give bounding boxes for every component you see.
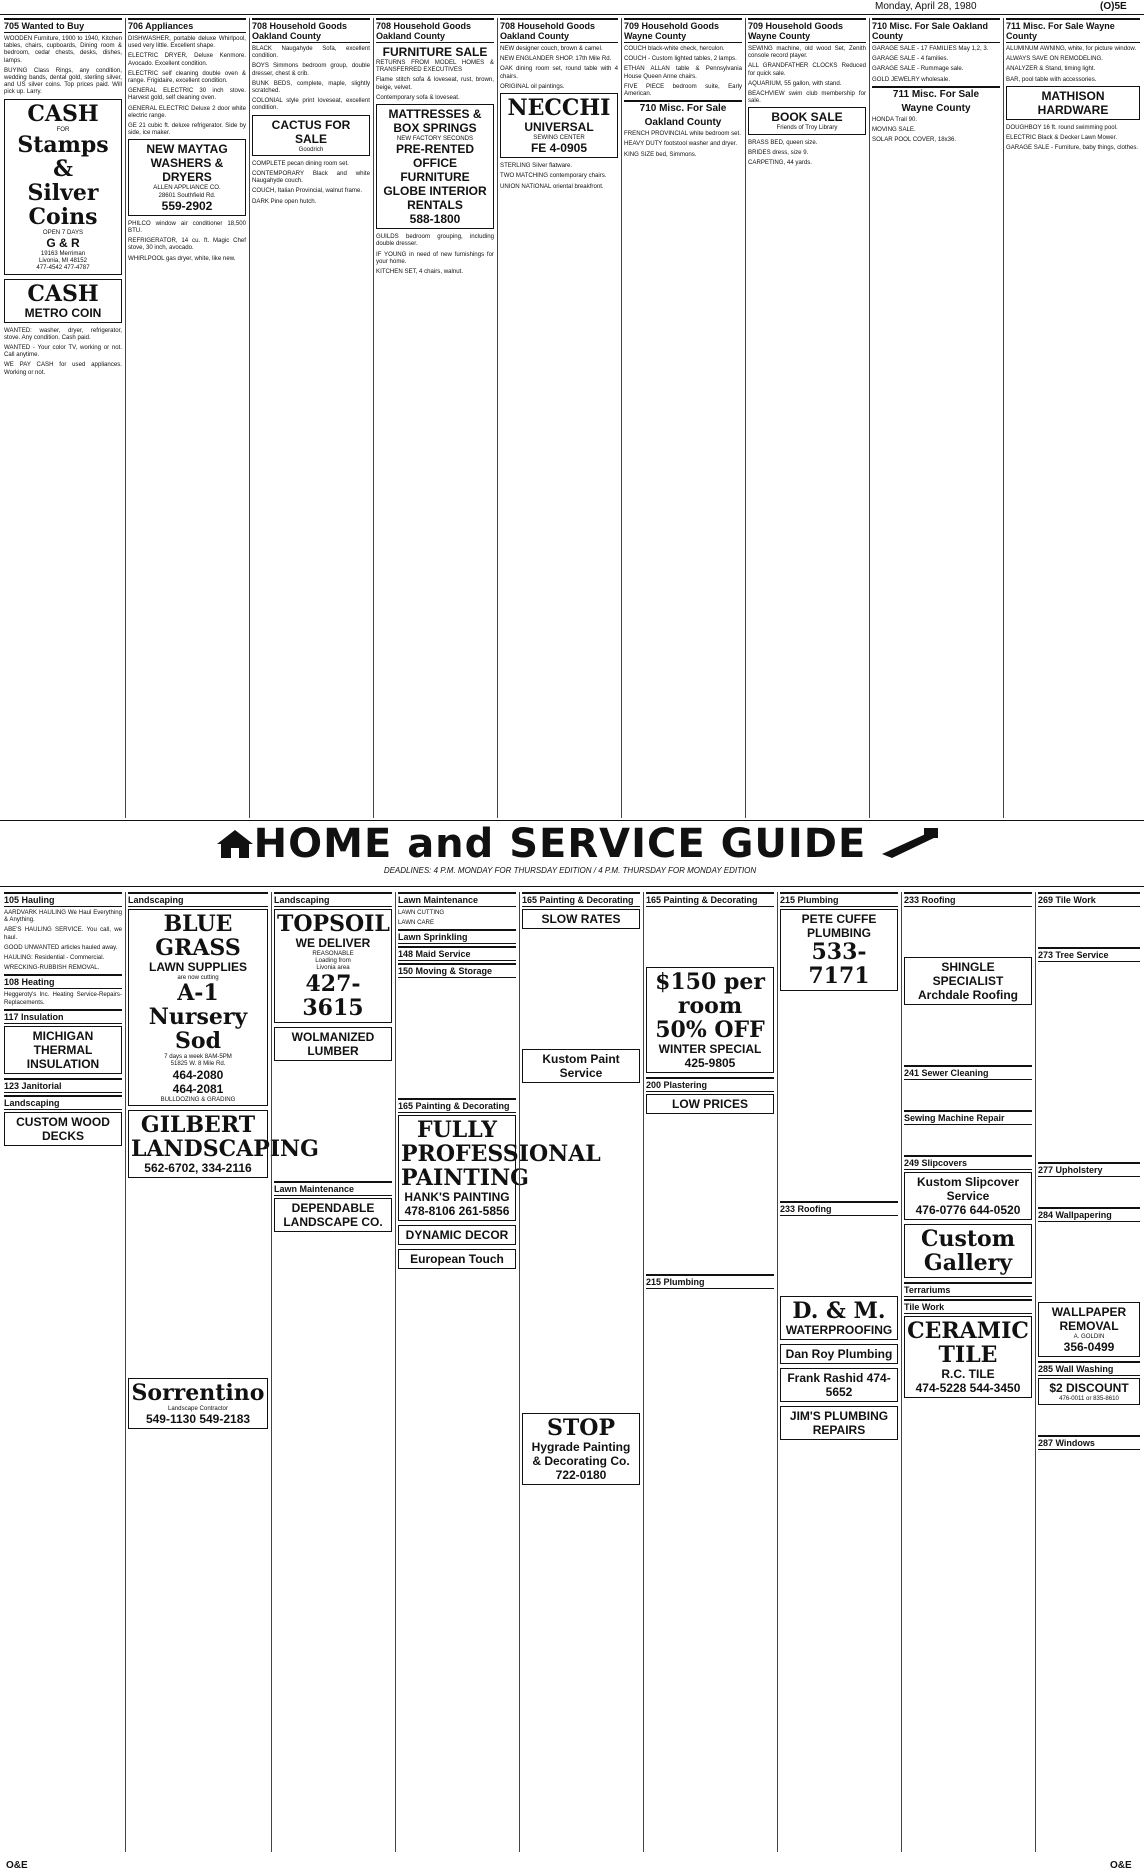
display-ad [780, 1344, 898, 1364]
ad-text: A. GOLDIN [1073, 1333, 1105, 1340]
section-heading: 277 Upholstery [1038, 1162, 1140, 1177]
ad-headline: Stamps & [17, 131, 109, 182]
ad-headline: WOLMANIZED LUMBER [291, 1029, 375, 1058]
display-ad [1006, 86, 1140, 120]
ad-headline: Kustom Slipcover [916, 1175, 1020, 1189]
ad-headline: A-1 [177, 980, 219, 1007]
ad-headline: PRE-RENTED OFFICE FURNITURE [395, 142, 474, 185]
ad-headline: Hygrade Painting [531, 1440, 631, 1454]
ad-headline: SLOW RATES [541, 912, 621, 926]
display-ad [500, 93, 618, 158]
classified-ad: REFRIGERATOR, 14 cu. ft. Magic Chef stove, 30 inch, avocado. [128, 237, 246, 252]
ad-text: Goodrich [298, 145, 324, 153]
footer-left: O&E [6, 1860, 28, 1871]
ad-headline: NECCHI [507, 95, 611, 122]
classified-ad: COUCH, Italian Provincial, walnut frame. [252, 187, 363, 195]
section-heading: 117 Insulation [4, 1009, 122, 1024]
header-rule [0, 14, 1144, 15]
classified-ad: Heggeroty's Inc. Heating Service-Repairs-Replacements. [4, 991, 122, 1006]
ad-headline: CERAMIC [907, 1318, 1029, 1344]
section-heading: 708 Household Goods Oakland County [252, 18, 370, 43]
classified-ad: LAWN CUTTING [398, 909, 445, 916]
display-ad [274, 1027, 392, 1061]
classified-ad: GENERAL ELECTRIC 30 inch stove. Harvest gold, self cleaning oven. [128, 87, 246, 102]
footer-right: O&E [1110, 1860, 1132, 1871]
ad-headline: GILBERT [140, 1111, 256, 1138]
classified-ad: GOLD JEWELRY wholesale. [872, 75, 951, 83]
section-heading: 148 Maid Service [398, 946, 516, 961]
classified-ad: KITCHEN SET, 4 chairs, walnut. [376, 268, 464, 276]
classified-ad: BUYING Class Rings, any condition, wedding bands, dental gold, sterling silver, and US silver coins. Top prices paid. Will pick up. Larry. [4, 66, 122, 96]
section-heading: 215 Plumbing [646, 1274, 774, 1289]
classified-ad: DISHWASHER, portable deluxe Whirlpool, used very little. Excellent shape. [128, 35, 246, 50]
column-rule [519, 892, 520, 1852]
column-roofing [904, 892, 1032, 1852]
column-tile-tree-wallpaper [1038, 892, 1140, 1852]
classified-ad: GARAGE SALE - 17 FAMILIES May 1,2, 3. [872, 45, 989, 52]
classified-ad: Contemporary sofa & loveseat. [376, 93, 460, 101]
ad-headline: SHINGLE SPECIALIST [932, 960, 1004, 988]
classified-ad: CARPETING, 44 yards. [748, 159, 813, 167]
ad-headline: CASH [27, 100, 99, 127]
classified-ad: COUCH - Custom lighted tables, 2 lamps. [624, 55, 737, 63]
display-ad [904, 1316, 1032, 1398]
section-heading: 108 Heating [4, 974, 122, 989]
column-rule [125, 892, 126, 1852]
ad-phone: 464-2080 [172, 1067, 224, 1082]
classified-ad: ELECTRIC DRYER, Deluxe Kenmore. Avocado. Excellent condition. [128, 52, 246, 67]
ad-text: FOR [56, 125, 70, 133]
classified-ad: WRECKING-RUBBISH REMOVAL. [4, 964, 100, 972]
section-heading: Tile Work [904, 1299, 1032, 1314]
display-ad [522, 1413, 640, 1485]
column-rule [125, 18, 126, 818]
classified-ad: KING SIZE bed, Simmons. [624, 150, 697, 158]
section-heading: 150 Moving & Storage [398, 963, 516, 978]
column-rule [497, 18, 498, 818]
classified-ad: AARDVARK HAULING We Haul Everything & Anything. [4, 909, 122, 924]
ad-phone: 427-3615 [302, 970, 364, 1021]
ad-phone: 588-1800 [409, 212, 461, 227]
classified-ad: BUNK BEDS, complete, maple, slightly scratched. [252, 79, 370, 95]
home-service-guide-banner [0, 822, 1144, 882]
column-rule [1003, 18, 1004, 818]
display-ad [904, 1172, 1032, 1220]
ad-headline: 50% OFF [655, 1017, 765, 1043]
ad-text: NEW FACTORY SECONDS [396, 135, 474, 143]
ad-phone: 478-8106 261-5856 [404, 1204, 510, 1219]
ad-headline: GLOBE INTERIOR RENTALS [383, 184, 487, 213]
section-heading: 709 Household Goods Wayne County [748, 18, 866, 43]
column-misc-oakland [872, 18, 1000, 818]
ad-headline: WALLPAPER [1051, 1305, 1127, 1319]
edition-label: (O)5E [1100, 1, 1127, 12]
ad-phone: FE 4-0905 [530, 141, 588, 156]
classified-ad: TWO MATCHING contemporary chairs. [500, 172, 607, 180]
display-ad [748, 107, 866, 134]
ad-headline: $150 per room [655, 969, 765, 1019]
display-ad [274, 909, 392, 1023]
display-ad [1038, 1378, 1140, 1405]
ad-text: ALLEN APPLIANCE CO. [153, 184, 221, 192]
section-heading: 165 Painting & Decorating [522, 892, 640, 907]
ad-headline: R.C. TILE [941, 1367, 995, 1381]
deadlines-text: DEADLINES: 4 P.M. MONDAY FOR THURSDAY EDITION / 4 P.M. THURSDAY FOR MONDAY EDITION [383, 866, 757, 875]
classified-ad: NEW designer couch, brown & camel. [500, 45, 603, 52]
ad-headline: MATHISON HARDWARE [1037, 88, 1109, 117]
ad-text: 477-4542 477-4787 [36, 264, 90, 272]
ad-headline: STOP [547, 1415, 615, 1441]
classified-ad: STERLING Silver flatware. [500, 162, 573, 170]
ad-phone: 533-7171 [808, 939, 870, 989]
section-heading: Lawn Maintenance [398, 892, 516, 907]
classified-ad: BRASS BED, queen size. [748, 138, 818, 146]
column-rule [271, 892, 272, 1852]
ad-headline: $2 DISCOUNT [1049, 1381, 1129, 1396]
classified-ad: DARK Pine open hutch. [252, 197, 317, 205]
classified-ad: ELECTRIC self cleaning double oven & range. Frigidaire, excellent condition. [128, 69, 246, 85]
column-rule [1035, 892, 1036, 1852]
ad-headline: PAINTING [401, 1165, 529, 1192]
ad-text: are now cutting [177, 974, 219, 981]
column-appliances [128, 18, 246, 818]
section-heading: 233 Roofing [904, 892, 1032, 907]
ad-headline: LOW PRICES [671, 1097, 748, 1111]
ad-headline: WE DELIVER [295, 936, 371, 950]
ad-headline: & Decorating Co. [532, 1454, 630, 1468]
column-rule [869, 18, 870, 818]
ad-text: G & R [46, 236, 80, 251]
ad-text: 51825 W. 8 Mile Rd. [170, 1060, 226, 1068]
section-heading: 709 Household Goods Wayne County [624, 18, 742, 43]
classified-ad: WANTED: washer, dryer, refrigerator, stove. Any condition. Cash paid. [4, 326, 122, 341]
section-subheading: Oakland County [644, 117, 722, 129]
column-household-oakland-2 [376, 18, 494, 818]
section-heading: 233 Roofing [780, 1201, 898, 1216]
ad-text: OPEN 7 DAYS [42, 228, 84, 236]
column-painting-2 [646, 892, 774, 1852]
ad-text: SEWING CENTER [533, 134, 585, 142]
ad-headline: TOPSOIL [277, 911, 390, 937]
classified-ad: RETURNS FROM MODEL HOMES & TRANSFERRED EXECUTIVES [376, 59, 494, 74]
section-heading: 241 Sewer Cleaning [904, 1065, 1032, 1080]
page-header [0, 0, 1144, 14]
banner-title: HOME and SERVICE GUIDE [253, 821, 867, 867]
ad-headline: WINTER SPECIAL [658, 1042, 762, 1056]
ad-headline: JIM'S PLUMBING REPAIRS [789, 1409, 889, 1437]
section-heading: Sewing Machine Repair [904, 1110, 1032, 1125]
classified-ad: GUILDS bedroom grouping, including double dresser. [376, 233, 494, 248]
classified-ad: COLONIAL style print loveseat, excellent condition. [252, 97, 370, 112]
display-ad [398, 1225, 516, 1245]
ad-phone: 562-6702, 334-2116 [144, 1160, 252, 1175]
ad-headline: LAWN SUPPLIES [148, 960, 247, 974]
ad-phone: 559-2902 [161, 198, 213, 213]
ad-headline: Kustom Paint Service [542, 1052, 620, 1080]
column-household-oakland-3 [500, 18, 618, 818]
column-household-oakland-1 [252, 18, 370, 818]
display-ad [646, 1094, 774, 1114]
display-ad [398, 1115, 601, 1221]
column-rule [901, 892, 902, 1852]
section-heading: 165 Painting & Decorating [646, 892, 774, 907]
classified-ad: HONDA Trail 90. [872, 115, 918, 123]
section-heading: 711 Misc. For Sale Wayne County [1006, 18, 1140, 43]
section-heading: Landscaping [274, 892, 392, 907]
section-heading: 249 Slipcovers [904, 1155, 1032, 1170]
display-ad [274, 1198, 392, 1232]
ad-text: Friends of Troy Library [776, 124, 838, 132]
ad-phone: 722-0180 [555, 1468, 607, 1482]
ad-phone: 356-0499 [1063, 1340, 1115, 1355]
column-wanted-to-buy [4, 18, 122, 818]
classified-ad: GARAGE SALE - Furniture, baby things, clothes. [1006, 144, 1139, 152]
classified-ad: WOODEN Furniture, 1900 to 1940, Kitchen tables, chairs, cupboards, Dining room & bedroom, cedar chests, desks, dishes, lamps. [4, 35, 122, 64]
classified-ad: BLACK Naugahyde Sofa, excellent condition. [252, 45, 370, 60]
section-heading: 708 Household Goods Oakland County [500, 18, 618, 43]
ad-headline: Dan Roy Plumbing [785, 1347, 893, 1361]
classified-ad: AQUARIUM, 55 gallon, with stand. [748, 79, 842, 87]
page-date: Monday, April 28, 1980 [875, 1, 977, 12]
ad-text: 19163 Merriman [40, 250, 86, 258]
column-rule [621, 18, 622, 818]
column-landscaping-2 [274, 892, 392, 1852]
section-heading: 708 Household Goods Oakland County [376, 18, 494, 43]
ad-headline: BOOK SALE [771, 110, 843, 125]
ad-phone: 474-5228 544-3450 [915, 1381, 1021, 1395]
column-rule [249, 18, 250, 818]
ad-headline: FULLY [416, 1117, 498, 1144]
column-misc-wayne [1006, 18, 1140, 818]
classified-ad: BEACHVIEW swim club membership for sale. [748, 90, 866, 105]
column-rule [643, 892, 644, 1852]
ad-headline: UNIVERSAL [524, 120, 594, 135]
classified-ad: CONTEMPORARY Black and white Naugahyde couch. [252, 170, 370, 185]
section-heading: Lawn Maintenance [274, 1181, 392, 1196]
ad-headline: Archdale Roofing [917, 988, 1018, 1002]
ad-headline: WATERPROOFING [785, 1323, 893, 1337]
display-ad [780, 1406, 898, 1440]
classified-ad: ALUMINUM AWNING, white, for picture window. [1006, 45, 1137, 52]
display-ad [780, 1368, 898, 1402]
classified-ad: ORIGINAL oil paintings. [500, 82, 565, 90]
classified-ad: IF YOUNG in need of new furnishings for your home. [376, 250, 494, 265]
classified-ad: BAR, pool table with accessories. [1006, 75, 1097, 83]
ad-headline: DYNAMIC DECOR [405, 1228, 509, 1243]
classified-ad: GARAGE SALE - 4 families. [872, 55, 949, 63]
section-heading: 200 Plastering [646, 1077, 774, 1092]
ad-headline: BLUE GRASS [155, 911, 241, 961]
classified-ad: OAK dining room set, round table with 4 chairs. [500, 65, 618, 80]
classified-ad: SOLAR POOL COVER, 18x36. [872, 136, 957, 144]
ad-text: 28601 Southfield Rd. [158, 191, 216, 199]
classified-ad: WANTED - Your color TV, working or not. Call anytime. [4, 344, 122, 359]
ad-text: Livonia area [316, 964, 350, 972]
classified-ad: GOOD UNWANTED articles hauled away. [4, 943, 118, 951]
section-heading: 105 Hauling [4, 892, 122, 907]
classified-ad: ABE'S HAULING SERVICE. You call, we haul. [4, 926, 122, 941]
ad-phone: 464-2081 [172, 1081, 224, 1096]
display-ad [252, 115, 370, 156]
ad-headline: DEPENDABLE LANDSCAPE CO. [283, 1200, 383, 1229]
ad-headline: European Touch [410, 1252, 504, 1267]
display-ad [4, 1026, 122, 1074]
column-rule [777, 892, 778, 1852]
ad-headline: PROFESSIONAL [401, 1141, 601, 1168]
ad-headline: PETE CUFFE [801, 912, 877, 926]
ad-text: 7 days a week 8AM-5PM [164, 1053, 232, 1061]
section-heading: 215 Plumbing [780, 892, 898, 907]
display-ad [904, 957, 1032, 1005]
display-ad [128, 909, 268, 1106]
ad-phone: 476-0011 or 835-8610 [1059, 1395, 1119, 1403]
classified-ad: WE PAY CASH for used appliances. Working or not. [4, 361, 122, 376]
section-heading: 285 Wall Washing [1038, 1361, 1140, 1376]
column-rule [395, 892, 396, 1852]
classified-ad: SEWING machine, old wood Set, Zenith console record player. [748, 45, 866, 60]
section-heading: 705 Wanted to Buy [4, 18, 122, 33]
classified-ad: ANALYZER & Stand, timing light. [1006, 65, 1096, 73]
classified-ad: HAULING: Residential - Commercial. [4, 954, 105, 962]
ad-headline: PLUMBING [807, 926, 871, 940]
classified-ad: ETHAN ALLAN table & Pennsylvania House Queen Anne chairs. [624, 65, 742, 80]
classified-ad: COMPLETE pecan dining room set. [252, 159, 349, 167]
ad-text: Landscape Contractor [168, 1404, 228, 1412]
section-heading: 287 Windows [1038, 1435, 1140, 1450]
ad-phone: 425-9805 [684, 1056, 736, 1070]
column-hauling [4, 892, 122, 1852]
classified-ad: FRENCH PROVINCIAL white bedroom set. [624, 130, 741, 138]
classified-ad: GENERAL ELECTRIC Deluxe 2 door white electric range. [128, 104, 246, 119]
classified-ad: COUCH black-white check, herculon. [624, 45, 725, 52]
section-heading: 165 Painting & Decorating [398, 1098, 516, 1113]
ad-headline: MICHIGAN THERMAL INSULATION [26, 1028, 100, 1071]
ad-text: BULLDOZING & GRADING [160, 1095, 236, 1103]
ad-headline: Sorrentino [131, 1379, 265, 1406]
display-ad [522, 1049, 640, 1083]
classified-ad: PHILCO window air conditioner 18,500 BTU. [128, 219, 246, 235]
classified-ad: NEW ENGLANDER SHOP. 17th Mile Rd. [500, 55, 612, 63]
ad-headline: CACTUS FOR SALE [271, 117, 351, 146]
classified-ad: HEAVY DUTY footstool washer and dryer. [624, 140, 738, 148]
ad-headline: REMOVAL [1059, 1319, 1119, 1333]
classified-ad: LAWN CARE [398, 919, 435, 927]
ad-headline: Service [946, 1189, 990, 1203]
section-heading: 284 Wallpapering [1038, 1207, 1140, 1222]
ad-phone: 476-0776 644-0520 [915, 1203, 1021, 1217]
section-heading: Terrariums [904, 1282, 1032, 1297]
section-heading: Lawn Sprinkling [398, 929, 516, 944]
display-ad [646, 967, 774, 1073]
column-household-wayne-2 [748, 18, 866, 818]
ad-headline: LANDSCAPING [131, 1135, 319, 1162]
section-heading: 710 Misc. For Sale [624, 100, 742, 114]
ad-headline: Nursery Sod [148, 1004, 248, 1055]
ad-text: Livonia, MI 48152 [38, 257, 88, 265]
classified-ad: ALWAYS SAVE ON REMODELING. [1006, 55, 1103, 63]
ad-text: Loading from [315, 957, 351, 965]
display-ad [376, 104, 494, 229]
display-ad [904, 1224, 1032, 1278]
classified-ad: MOVING SALE. [872, 126, 916, 134]
classified-ad: BRIDES dress, size 9. [748, 148, 809, 156]
display-ad [4, 279, 122, 323]
display-ad [128, 1378, 268, 1429]
column-rule [373, 18, 374, 818]
classified-ad: UNION NATIONAL oriental breakfront. [500, 182, 604, 190]
ad-headline: NEW MAYTAG [146, 142, 228, 157]
column-plumbing [780, 892, 898, 1852]
section-heading: 269 Tile Work [1038, 892, 1140, 907]
classified-ad: ELECTRIC Black & Decker Lawn Mower. [1006, 134, 1118, 142]
section-heading: Landscaping [128, 892, 268, 907]
classified-ad: ALL GRANDFATHER CLOCKS Reduced for quick sale. [748, 62, 866, 77]
ad-headline: CASH [27, 280, 99, 307]
display-ad [128, 1110, 319, 1178]
section-heading: 711 Misc. For Sale [872, 86, 1000, 100]
ad-headline: TILE [938, 1342, 998, 1368]
column-household-wayne-1 [624, 18, 742, 818]
classified-ad: WHIRLPOOL gas dryer, white, like new. [128, 254, 236, 262]
classified-ad: FIVE PIECE bedroom suite, Early American. [624, 82, 742, 98]
display-ad [780, 1296, 898, 1340]
ad-headline: HANK'S PAINTING [404, 1190, 510, 1205]
ad-phone: 549-1130 549-2183 [145, 1412, 251, 1427]
display-ad [522, 909, 640, 929]
section-heading: 123 Janitorial [4, 1078, 122, 1093]
section-subheading: Wayne County [901, 102, 971, 114]
display-ad [128, 139, 246, 215]
ad-text: REASONABLE [312, 950, 354, 957]
ad-headline: WASHERS & DRYERS [150, 156, 224, 185]
section-heading: 706 Appliances [128, 18, 246, 33]
saw-icon [880, 826, 940, 862]
display-ad [1038, 1302, 1140, 1357]
column-rule [745, 18, 746, 818]
section-heading: 710 Misc. For Sale Oakland County [872, 18, 1000, 43]
ad-headline: CUSTOM WOOD DECKS [16, 1114, 110, 1143]
ad-headline: Custom Gallery [920, 1226, 1015, 1276]
banner-bottom-rule [0, 886, 1144, 887]
display-ad [398, 1249, 516, 1269]
display-ad [4, 99, 122, 275]
classified-ad: BOYS Simmons bedroom group, double dresser, chest & crib. [252, 62, 370, 77]
section-heading: 273 Tree Service [1038, 947, 1140, 962]
classified-ad: Flame stitch sofa & loveseat, rust, brown, beige, velvet. [376, 76, 494, 91]
classified-ad: GARAGE SALE - Rummage sale. [872, 65, 964, 73]
classified-ad: DOUGHBOY 16 ft. round swimming pool. [1006, 123, 1118, 131]
ad-headline: MATTRESSES & BOX SPRINGS [388, 107, 482, 136]
ad-headline: METRO COIN [24, 305, 102, 320]
display-ad [4, 1112, 122, 1146]
display-ad [780, 909, 898, 991]
ad-headline: Frank Rashid 474-5652 [787, 1371, 891, 1399]
section-heading: Landscaping [4, 1095, 122, 1110]
ad-headline: FURNITURE SALE [382, 45, 488, 59]
classified-ad: GE 21 cubic ft. deluxe refrigerator. Side by side, ice maker. [128, 122, 246, 137]
column-painting-1 [522, 892, 640, 1852]
ad-headline: D. & M. [792, 1298, 886, 1324]
ad-headline: Silver Coins [27, 179, 99, 230]
